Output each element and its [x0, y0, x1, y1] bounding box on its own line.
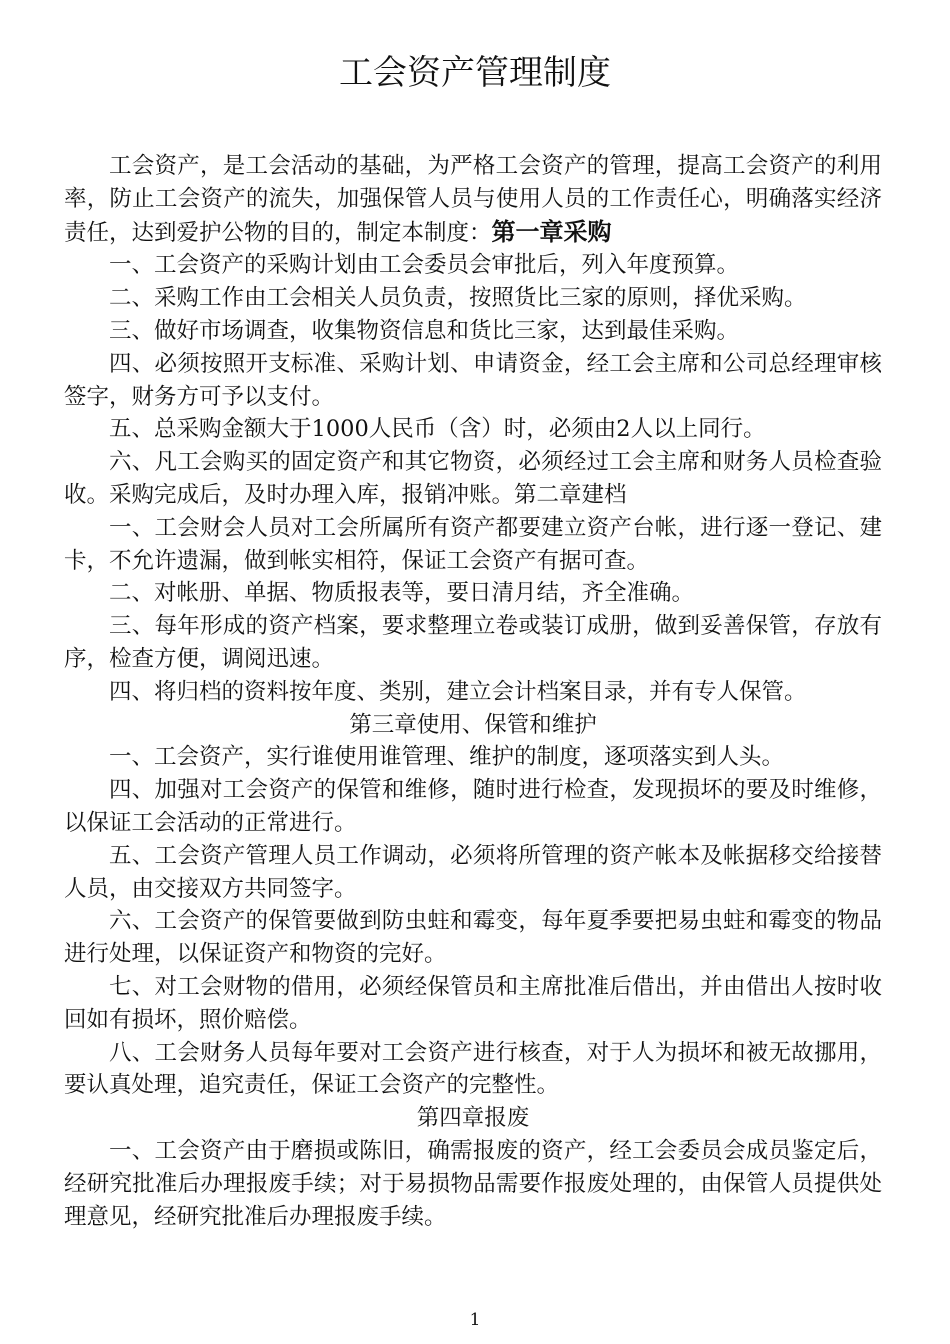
chapter-2-item-2: 二、对帐册、单据、物质报表等，要日清月结，齐全准确。	[109, 580, 695, 607]
chapter-1-heading: 第一章采购	[491, 217, 612, 246]
chapter-1-item-2: 二、采购工作由工会相关人员负责，按照货比三家的原则，择优采购。	[109, 285, 807, 312]
chapter-3-item-1: 一、工会资产，实行谁使用谁管理、维护的制度，逐项落实到人头。	[109, 744, 785, 771]
document-title: 工会资产管理制度	[339, 53, 611, 93]
chapter-3-item-4: 六、工会资产的保管要做到防虫蛀和霉变，每年夏季要把易虫蛀和霉变的物品进行处理，以保证资产和物资的完好。	[64, 908, 882, 968]
chapter-2-heading: 第二章建档	[514, 481, 627, 508]
chapter-3-item-5: 七、对工会财物的借用，必须经保管员和主席批准后借出，并由借出人按时收回如有损坏，照价赔偿。	[64, 973, 882, 1033]
intro-text: 工会资产，是工会活动的基础，为严格工会资产的管理，提高工会资产的利用率，防止工会资产的流失，加强保管人员与使用人员的工作责任心，明确落实经济责任，达到爱护公物的目的，制定本制度：	[64, 153, 882, 246]
chapter-3-item-2: 四、加强对工会资产的保管和维修，随时进行检查，发现损坏的要及时维修，以保证工会活动的正常进行。	[64, 777, 882, 836]
page-number: 1	[469, 1310, 481, 1330]
chapter-1-item-6-paragraph	[64, 446, 882, 512]
document-body	[64, 150, 882, 1233]
chapter-4-item-1: 一、工会资产由于磨损或陈旧，确需报废的资产，经工会委员会成员鉴定后，经研究批准后办理报废手续；对于易损物品需要作报废处理的，由保管人员提供处理意见，经研究批准后办理报废手续。	[64, 1137, 882, 1230]
chapter-1-item-5: 五、总采购金额大于1000人民币（含）时，必须由2人以上同行。	[109, 416, 766, 443]
intro-paragraph	[64, 150, 882, 249]
chapter-4-heading: 第四章报废	[416, 1105, 530, 1132]
chapter-1-item-1: 一、工会资产的采购计划由工会委员会审批后，列入年度预算。	[109, 252, 740, 279]
chapter-1-item-6: 六、凡工会购买的固定资产和其它物资，必须经过工会主席和财务人员检查验收。采购完成后，及时办理入库，报销冲账。	[64, 449, 882, 508]
chapter-2-item-1: 一、工会财会人员对工会所属所有资产都要建立资产台帐，进行逐一登记、建卡，不允许遗漏，做到帐实相符，保证工会资产有据可查。	[64, 514, 882, 574]
chapter-1-item-3: 三、做好市场调查，收集物资信息和货比三家，达到最佳采购。	[109, 317, 740, 344]
chapter-3-heading: 第三章使用、保管和维护	[349, 711, 597, 738]
chapter-2-item-3: 三、每年形成的资产档案，要求整理立卷或装订成册，做到妥善保管，存放有序，检查方便，调阅迅速。	[64, 613, 882, 672]
chapter-3-item-6: 八、工会财务人员每年要对工会资产进行核查，对于人为损坏和被无故挪用，要认真处理，追究责任，保证工会资产的完整性。	[64, 1039, 882, 1099]
chapter-1-item-4: 四、必须按照开支标准、采购计划、申请资金，经工会主席和公司总经理审核签字，财务方可予以支付。	[64, 350, 882, 410]
chapter-2-item-4: 四、将归档的资料按年度、类别，建立会计档案目录，并有专人保管。	[109, 678, 807, 705]
chapter-3-item-3: 五、工会资产管理人员工作调动，必须将所管理的资产帐本及帐据移交给接替人员，由交接双方共同签字。	[64, 842, 882, 902]
